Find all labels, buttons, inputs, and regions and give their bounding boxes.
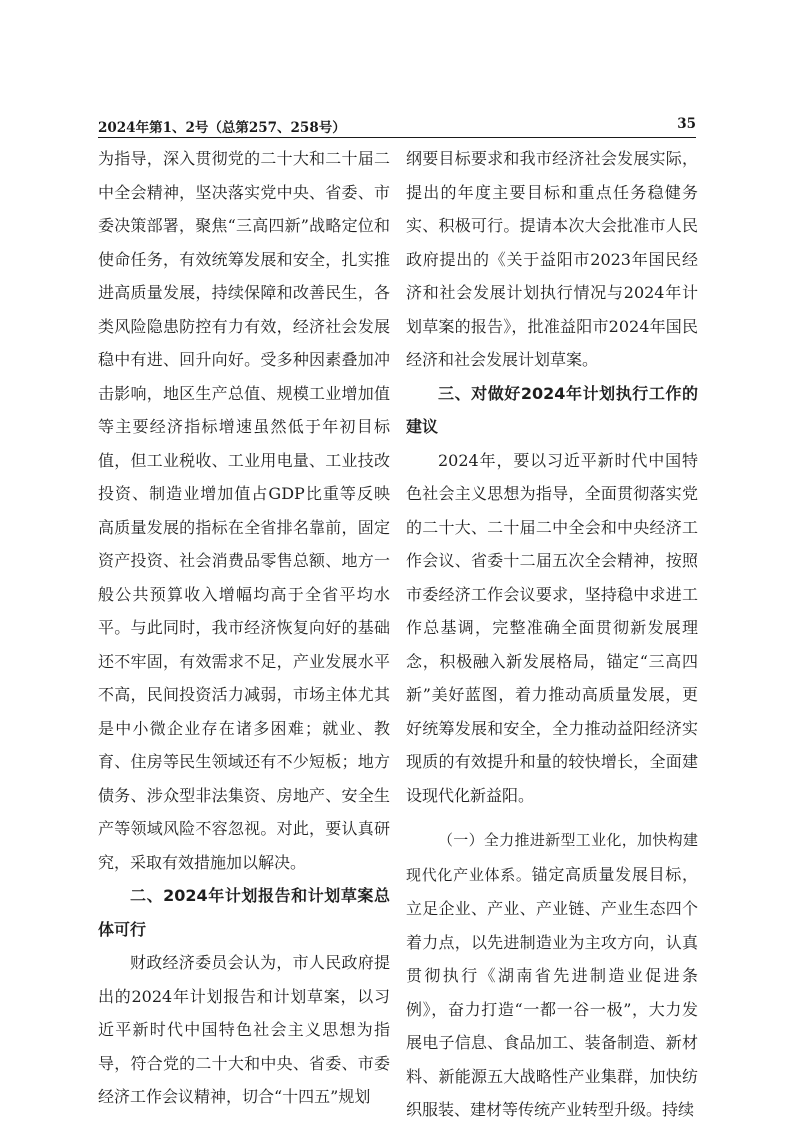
right-column [406, 142, 698, 1127]
paragraph: 财政经济委员会认为，市人民政府提出的2024年计划报告和计划草案，以习近平新时代中国特色社会主义思想为指导，符合党的二十大和中央、省委、市委经济工作会议精神，切合“十四五”规划 [98, 953, 390, 1106]
page-number: 35 [677, 116, 696, 132]
running-header [98, 116, 696, 136]
subsection-body: 锚定高质量发展目标，立足企业、产业、产业链、产业生态四个着力点，以先进制造业为主攻方向，认真贯彻执行《湖南省先进制造业促进条例》，奋力打造“一都一谷一极”，大力发展电子信息、食品加工、装备制造、新材料、新能源五大战略性产业集群，加快纺织服装、建材等传统产业转型升级。持续 [406, 864, 698, 1119]
paragraph-continued: 纲要目标要求和我市经济社会发展实际，提出的年度主要目标和重点任务稳健务实、积极可行。提请本次大会批准市人民政府提出的《关于益阳市2023年国民经济和社会发展计划执行情况与2024年计划草案的报告》，批准益阳市2024年国民经济和社会发展计划草案。 [406, 149, 698, 369]
header-rule [98, 137, 696, 138]
paragraph-continued: 为指导，深入贯彻党的二十大和二十届二中全会精神，坚决落实党中央、省委、市委决策部署，聚焦“三高四新”战略定位和使命任务，有效统筹发展和安全，扎实推进高质量发展，持续保障和改善民生，各类风险隐患防控有力有效，经济社会发展稳中有进、回升向好。受多种因素叠加冲击影响，地区生产总值、规模工业增加值等主要经济指标增速虽然低于年初目标值，但工业税收、工业用电量、工业技改投资、制造业增加值占GDP比重等反映高质量发展的指标在全省排名靠前，固定资产投资、社会消费品零售总额、地方一般公共预算收入增幅均高于全省平均水平。与此同时，我市经济恢复向好的基础还不牢固，有效需求不足，产业发展水平不高，民间投资活力减弱，市场主体尤其是中小微企业存在诸多困难；就业、教育、住房等民生领域还有不少短板；地方债务、涉众型非法集资、房地产、安全生产等领域风险不容忽视。对此，要认真研究，采取有效措施加以解决。 [98, 149, 390, 872]
section-heading-2: 二、2024年计划报告和计划草案总体可行 [98, 886, 390, 939]
issue-label: 2024年第1、2号（总第257、258号） [98, 120, 346, 136]
paragraph-subsection-1 [406, 823, 698, 1127]
section-heading-3: 三、对做好2024年计划执行工作的建议 [406, 383, 698, 436]
left-column [98, 142, 390, 1114]
subsection-lead: （一）全力推进新型工业化，加快构建现代化产业体系。 [406, 831, 698, 884]
paragraph: 2024年，要以习近平新时代中国特色社会主义思想为指导，全面贯彻落实党的二十大、二十届二中全会和中央经济工作会议、省委十二届五次全会精神，按照市委经济工作会议要求，坚持稳中求进工作总基调，完整准确全面贯彻新发展理念，积极融入新发展格局，锚定“三高四新”美好蓝图，着力推动高质量发展，更好统筹发展和安全，全力推动益阳经济实现质的有效提升和量的较快增长，全面建设现代化新益阳。 [406, 450, 698, 805]
